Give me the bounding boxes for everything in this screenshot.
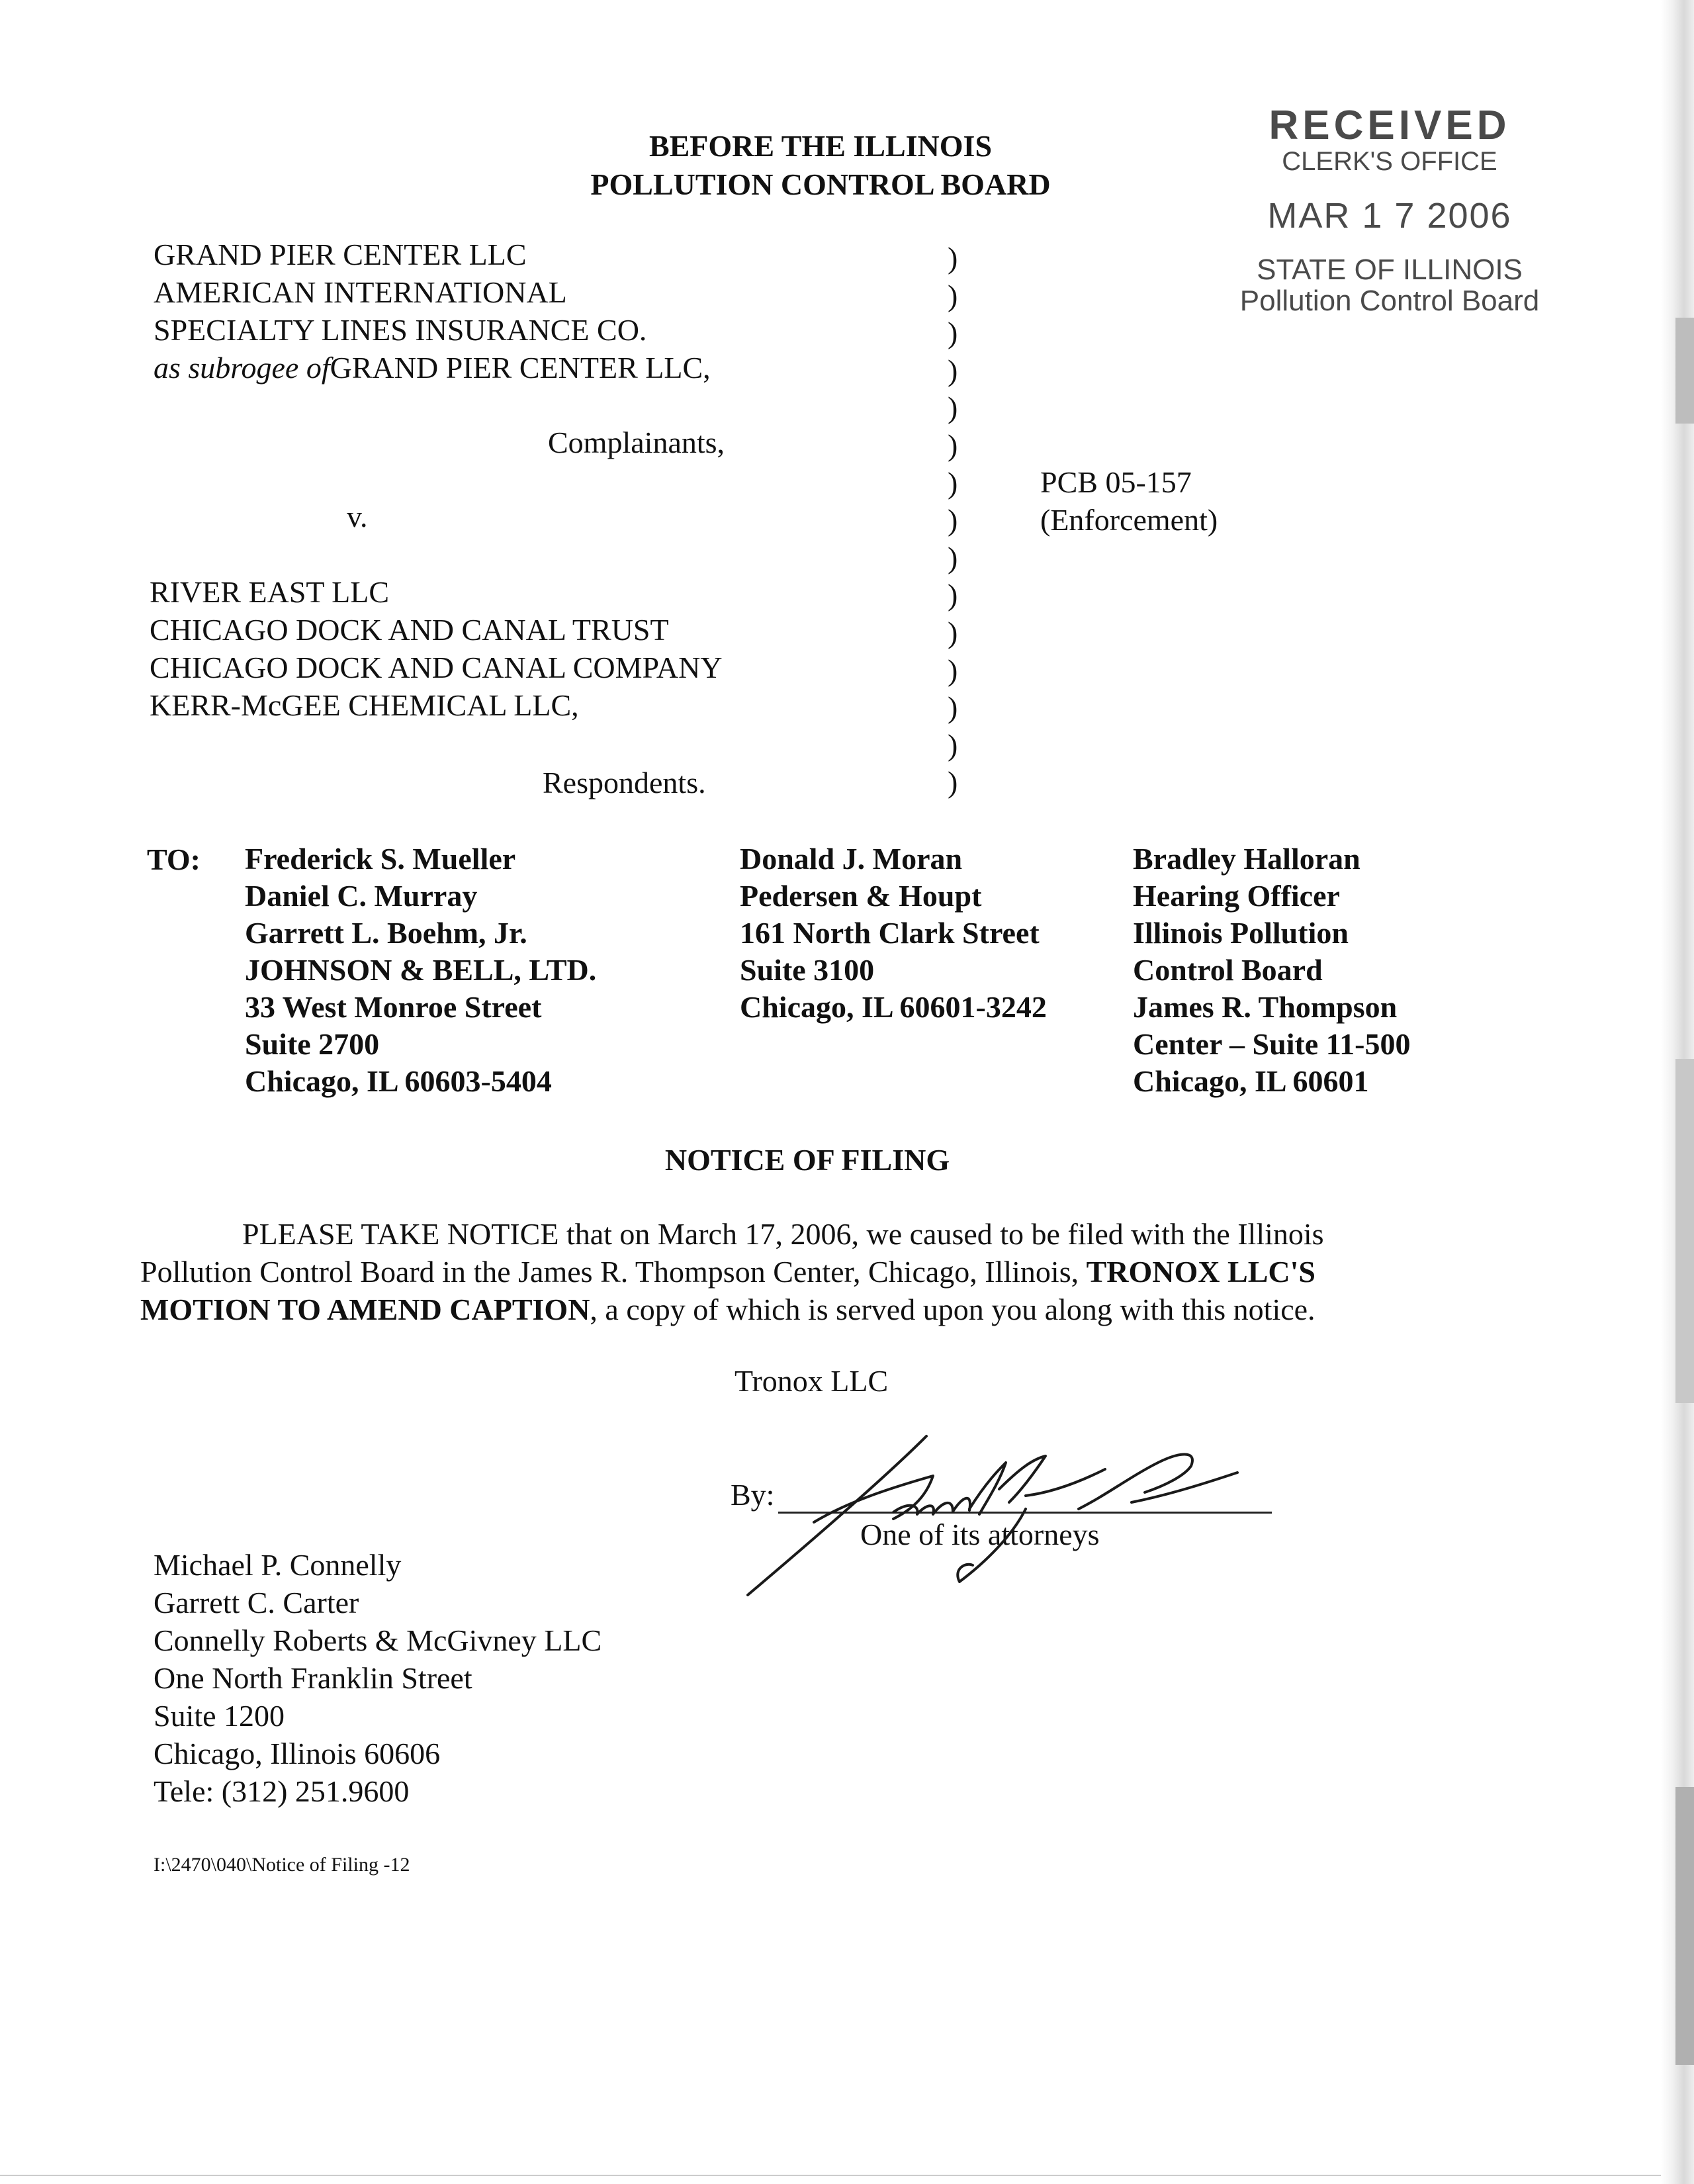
respondent-line-2: CHICAGO DOCK AND CANAL TRUST <box>150 613 669 647</box>
recipient-2 <box>740 841 1047 1026</box>
attorney-line: One North Franklin Street <box>154 1661 472 1695</box>
subrogee-party: GRAND PIER CENTER LLC, <box>330 351 711 385</box>
respondent-line-3: CHICAGO DOCK AND CANAL COMPANY <box>150 651 723 684</box>
scan-edge-band <box>1675 1059 1694 1403</box>
complainants-block <box>154 236 948 387</box>
complainant-line-4 <box>154 349 948 387</box>
paren: ) <box>948 316 958 350</box>
paren: ) <box>948 428 958 462</box>
case-info <box>1040 463 1218 539</box>
versus-label: v. <box>347 500 368 533</box>
recipient-line: Center – Suite 11-500 <box>1133 1027 1411 1061</box>
recipient-line: 161 North Clark Street <box>740 916 1040 950</box>
recipient-line: Garrett L. Boehm, Jr. <box>245 916 527 950</box>
recipient-line: Suite 3100 <box>740 953 875 987</box>
recipient-line: Chicago, IL 60603-5404 <box>245 1064 552 1098</box>
recipient-line: Hearing Officer <box>1133 879 1340 913</box>
recipient-line: James R. Thompson <box>1133 990 1398 1024</box>
recipient-line: Daniel C. Murray <box>245 879 478 913</box>
paren: ) <box>948 390 958 425</box>
to-label: TO: <box>147 842 201 876</box>
attorney-line: Michael P. Connelly <box>154 1548 402 1582</box>
respondent-line-4: KERR-McGEE CHEMICAL LLC, <box>150 688 579 722</box>
subrogee-label: as subrogee of <box>154 351 330 385</box>
signing-company: Tronox LLC <box>735 1364 889 1398</box>
notice-line-1 <box>140 1215 1464 1253</box>
paren: ) <box>948 615 958 649</box>
paren: ) <box>948 353 958 387</box>
notice-line-3-text: , a copy of which is served upon you along with this notice. <box>590 1293 1315 1326</box>
paren: ) <box>948 690 958 725</box>
attorney-line: Chicago, Illinois 60606 <box>154 1737 441 1770</box>
motion-title-part-2: MOTION TO AMEND CAPTION <box>140 1293 590 1326</box>
scan-edge-band <box>1675 318 1694 424</box>
recipient-line: Chicago, IL 60601 <box>1133 1064 1369 1098</box>
by-label: By: <box>731 1478 775 1512</box>
paren: ) <box>948 465 958 500</box>
attorney-line: Tele: (312) 251.9600 <box>154 1774 410 1808</box>
stamp-state: STATE OF ILLINOIS <box>1257 253 1523 286</box>
recipient-line: Frederick S. Mueller <box>245 842 516 876</box>
paren: ) <box>948 278 958 312</box>
stamp-office: CLERK'S OFFICE <box>1282 147 1497 176</box>
paren: ) <box>948 540 958 574</box>
recipient-line: Chicago, IL 60601-3242 <box>740 990 1047 1024</box>
caption-parentheses <box>948 240 958 801</box>
respondents-block <box>150 573 944 724</box>
paren: ) <box>948 653 958 687</box>
notice-line-3 <box>140 1291 1464 1328</box>
complainants-label: Complainants, <box>548 426 725 459</box>
stamp-date: MAR 1 7 2006 <box>1267 196 1512 236</box>
recipient-line: Pedersen & Houpt <box>740 879 982 913</box>
notice-title: NOTICE OF FILING <box>664 1143 950 1177</box>
signature-role: One of its attorneys <box>860 1518 1100 1551</box>
case-type: (Enforcement) <box>1040 503 1218 537</box>
board-heading <box>516 127 1125 204</box>
heading-line-1: BEFORE THE ILLINOIS <box>648 129 993 163</box>
case-number: PCB 05-157 <box>1040 465 1192 499</box>
paren: ) <box>948 578 958 612</box>
received-stamp <box>1204 105 1575 316</box>
scan-edge-band <box>1675 1787 1694 2065</box>
complainant-line-1: GRAND PIER CENTER LLC <box>154 238 527 271</box>
paren: ) <box>948 765 958 799</box>
complainant-line-2: AMERICAN INTERNATIONAL <box>154 275 567 309</box>
scan-bottom-line <box>0 2175 1661 2176</box>
respondent-line-1: RIVER EAST LLC <box>150 575 390 609</box>
paren: ) <box>948 727 958 762</box>
file-reference: I:\2470\040\Notice of Filing -12 <box>154 1854 410 1876</box>
recipient-line: Suite 2700 <box>245 1027 380 1061</box>
notice-line-2-text: Pollution Control Board in the James R. Thompson Center, Chicago, Illinois, <box>140 1255 1087 1289</box>
paren: ) <box>948 241 958 275</box>
handwritten-signature <box>735 1430 1277 1602</box>
stamp-received: RECEIVED <box>1269 103 1511 148</box>
attorney-block <box>154 1546 602 1810</box>
stamp-board: Pollution Control Board <box>1239 285 1540 317</box>
attorney-line: Connelly Roberts & McGivney LLC <box>154 1623 602 1657</box>
recipient-line: Donald J. Moran <box>740 842 963 876</box>
motion-title-part-1: TRONOX LLC'S <box>1086 1255 1315 1289</box>
paren: ) <box>948 503 958 537</box>
recipient-1 <box>245 841 596 1100</box>
respondents-label: Respondents. <box>543 766 706 799</box>
recipient-line: Illinois Pollution <box>1133 916 1349 950</box>
attorney-line: Garrett C. Carter <box>154 1586 359 1619</box>
recipient-line: Bradley Halloran <box>1133 842 1360 876</box>
attorney-line: Suite 1200 <box>154 1699 285 1733</box>
notice-line-1-text: PLEASE TAKE NOTICE that on March 17, 2006, we caused to be filed with the Illinois <box>242 1217 1324 1251</box>
recipient-line: Control Board <box>1133 953 1323 987</box>
recipient-line: 33 West Monroe Street <box>245 990 542 1024</box>
recipient-line: JOHNSON & BELL, LTD. <box>245 953 597 987</box>
notice-line-2 <box>140 1253 1464 1291</box>
complainant-line-3: SPECIALTY LINES INSURANCE CO. <box>154 313 647 347</box>
recipient-3 <box>1133 841 1411 1100</box>
notice-body <box>140 1215 1464 1328</box>
heading-line-2: POLLUTION CONTROL BOARD <box>590 167 1051 201</box>
